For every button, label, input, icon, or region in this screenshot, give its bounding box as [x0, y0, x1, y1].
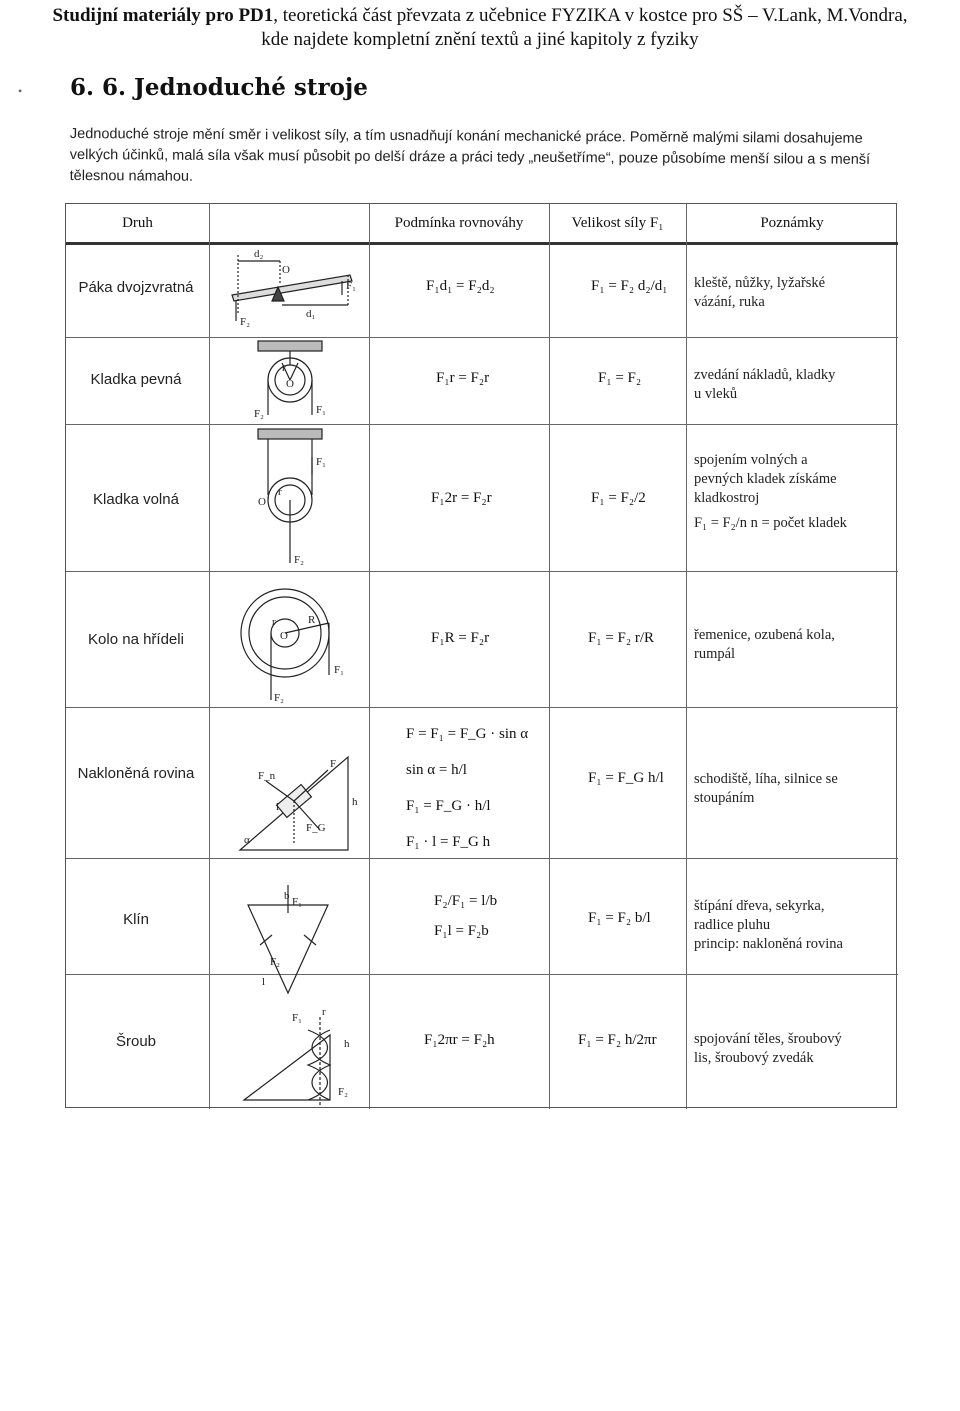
row-condition-fixed-pulley: F₁r = F₂r	[436, 370, 490, 386]
wedge-label-f1: F₁	[292, 896, 302, 908]
note-line: stoupáním	[694, 790, 755, 806]
row-force-incline: F₁ = F_G h/l	[588, 770, 664, 786]
section-title: 6. 6. Jednoduché stroje	[70, 74, 368, 101]
fixed-pulley-label-r: r	[282, 362, 286, 374]
row-name-wheel-axle: Kolo na hřídeli	[88, 631, 184, 648]
header-rest: , teoretická část převzata z učebnice FYZIKA v kostce pro SŠ – V.Lank, M.Vondra,	[273, 5, 908, 26]
row-force-wheel-axle: F₁ = F₂ r/R	[588, 630, 655, 646]
wedge-label-f2: F₂	[270, 956, 280, 968]
lever-label-d1: d₁	[306, 308, 316, 320]
row-notes-incline	[694, 770, 894, 808]
condition-line: F₁l = F₂b	[434, 923, 489, 939]
header-line-2: kde najdete kompletní znění textů a jiné kapitoly z fyziky	[261, 29, 699, 50]
incline-label-fg: F_G	[306, 822, 326, 834]
row-notes-screw	[694, 1030, 894, 1068]
condition-line: F = F₁ = F_G · sin α	[406, 726, 529, 742]
row-force-wedge: F₁ = F₂ b/l	[588, 910, 651, 926]
row-force-screw: F₁ = F₂ h/2πr	[578, 1032, 657, 1048]
row-notes-wedge	[694, 897, 894, 954]
row-condition-lever: F₁d₁ = F₂d₂	[426, 278, 495, 294]
free-pulley-label-r: r	[278, 486, 282, 498]
free-pulley-label-f2: F₂	[294, 554, 304, 566]
note-line: schodiště, líha, silnice se	[694, 771, 838, 787]
wheel-axle-diagram	[241, 589, 329, 700]
row-condition-incline	[406, 716, 586, 860]
header-notes: Poznámky	[760, 214, 824, 231]
note-line: řemenice, ozubená kola,	[694, 627, 835, 643]
row-force-fixed-pulley: F₁ = F₂	[598, 370, 642, 386]
note-line: kladkostroj	[694, 490, 760, 506]
header-line-1	[0, 4, 960, 28]
lever-label-f2: F₂	[240, 316, 250, 328]
note-line: F₁ = F₂/n n = počet kladek	[694, 515, 847, 531]
note-line: radlice pluhu	[694, 917, 771, 933]
row-name-lever: Páka dvojzvratná	[78, 279, 194, 296]
row-condition-wedge	[434, 886, 614, 946]
incline-label-h: h	[352, 796, 358, 808]
lever-label-o: O	[282, 264, 290, 276]
screw-label-r: r	[322, 1006, 326, 1018]
wheel-label-R: R	[308, 614, 316, 626]
row-notes-wheel-axle	[694, 626, 894, 664]
row-name-fixed-pulley: Kladka pevná	[90, 371, 182, 388]
screw-diagram	[244, 1017, 330, 1107]
row-name-free-pulley: Kladka volná	[93, 491, 179, 508]
wedge-label-b: b	[284, 890, 290, 902]
condition-line: F₁ = F_G · h/l	[406, 798, 491, 814]
note-line: pevných kladek získáme	[694, 471, 837, 487]
fixed-pulley-label-o: O	[286, 378, 294, 390]
simple-machines-table	[65, 203, 897, 1108]
lever-label-d2: d₂	[254, 248, 264, 260]
row-name-screw: Šroub	[115, 1033, 157, 1050]
lever-label-f1: F₁	[346, 280, 356, 292]
row-notes-fixed-pulley	[694, 366, 894, 404]
diagrams-column	[210, 245, 369, 1109]
row-condition-free-pulley: F₁2r = F₂r	[431, 490, 492, 506]
header-bold: Studijní materiály pro PD1	[52, 5, 274, 26]
row-condition-wheel-axle: F₁R = F₂r	[431, 630, 490, 646]
header-force: Velikost síly F₁	[571, 214, 664, 231]
free-pulley-diagram	[258, 429, 322, 563]
note-line: lis, šroubový zvedák	[694, 1050, 814, 1066]
fixed-pulley-label-f1: F₁	[316, 404, 326, 416]
intro-paragraph: Jednoduché stroje mění směr i velikost síly, a tím usnadňují konání mechanické práce. Poměrně malými silami dosahujeme velkých účinků, malá síla však musí působit po delší dráze a práci tedy „neušetříme“, pouze působíme menší silou a s menší tělesnou námahou.	[69, 125, 871, 185]
lever-diagram	[232, 255, 352, 321]
row-force-lever: F₁ = F₂ d₂/d₁	[591, 278, 668, 294]
wheel-label-f1: F₁	[334, 664, 344, 676]
incline-label-alpha: α	[244, 834, 250, 846]
row-condition-screw: F₁2πr = F₂h	[424, 1032, 495, 1048]
note-line: u vleků	[694, 386, 738, 402]
scan-mark: •	[18, 84, 23, 98]
row-force-free-pulley: F₁ = F₂/2	[591, 490, 646, 506]
row-name-wedge: Klín	[123, 911, 149, 928]
note-line: spojením volných a	[694, 452, 808, 468]
condition-line: sin α = h/l	[406, 762, 467, 778]
note-line: vázání, ruka	[694, 294, 765, 310]
incline-label-f: F	[330, 758, 337, 770]
incline-diagram	[240, 757, 348, 850]
incline-label-fn: F_n	[258, 770, 276, 782]
note-line: rumpál	[694, 646, 736, 662]
row-notes-free-pulley	[694, 451, 894, 533]
row-name-incline: Nakloněná rovina	[77, 765, 195, 782]
page-header	[0, 4, 960, 52]
note-line: spojování těles, šroubový	[694, 1031, 842, 1047]
row-notes-lever	[694, 274, 894, 312]
free-pulley-label-f1: F₁	[316, 456, 326, 468]
wheel-label-o: O	[280, 630, 288, 642]
note-line: princip: nakloněná rovina	[694, 936, 843, 952]
condition-line: F₁ · l = F_G h	[406, 834, 491, 850]
screw-label-f2: F₂	[338, 1086, 348, 1098]
header-type: Druh	[122, 214, 153, 231]
wheel-label-r: r	[272, 616, 276, 628]
screw-label-f1: F₁	[292, 1012, 302, 1024]
condition-line: F₂/F₁ = l/b	[434, 893, 498, 909]
incline-label-l: l	[276, 801, 280, 813]
fixed-pulley-label-f2: F₂	[254, 408, 264, 420]
note-line: kleště, nůžky, lyžařské	[694, 275, 826, 291]
free-pulley-label-o: O	[258, 496, 266, 508]
header-condition: Podmínka rovnováhy	[394, 214, 524, 231]
note-line: štípání dřeva, sekyrka,	[694, 898, 825, 914]
wedge-label-l: l	[262, 976, 266, 988]
screw-label-h: h	[344, 1038, 350, 1050]
note-line: zvedání nákladů, kladky	[694, 367, 836, 383]
wheel-label-f2: F₂	[274, 692, 284, 704]
